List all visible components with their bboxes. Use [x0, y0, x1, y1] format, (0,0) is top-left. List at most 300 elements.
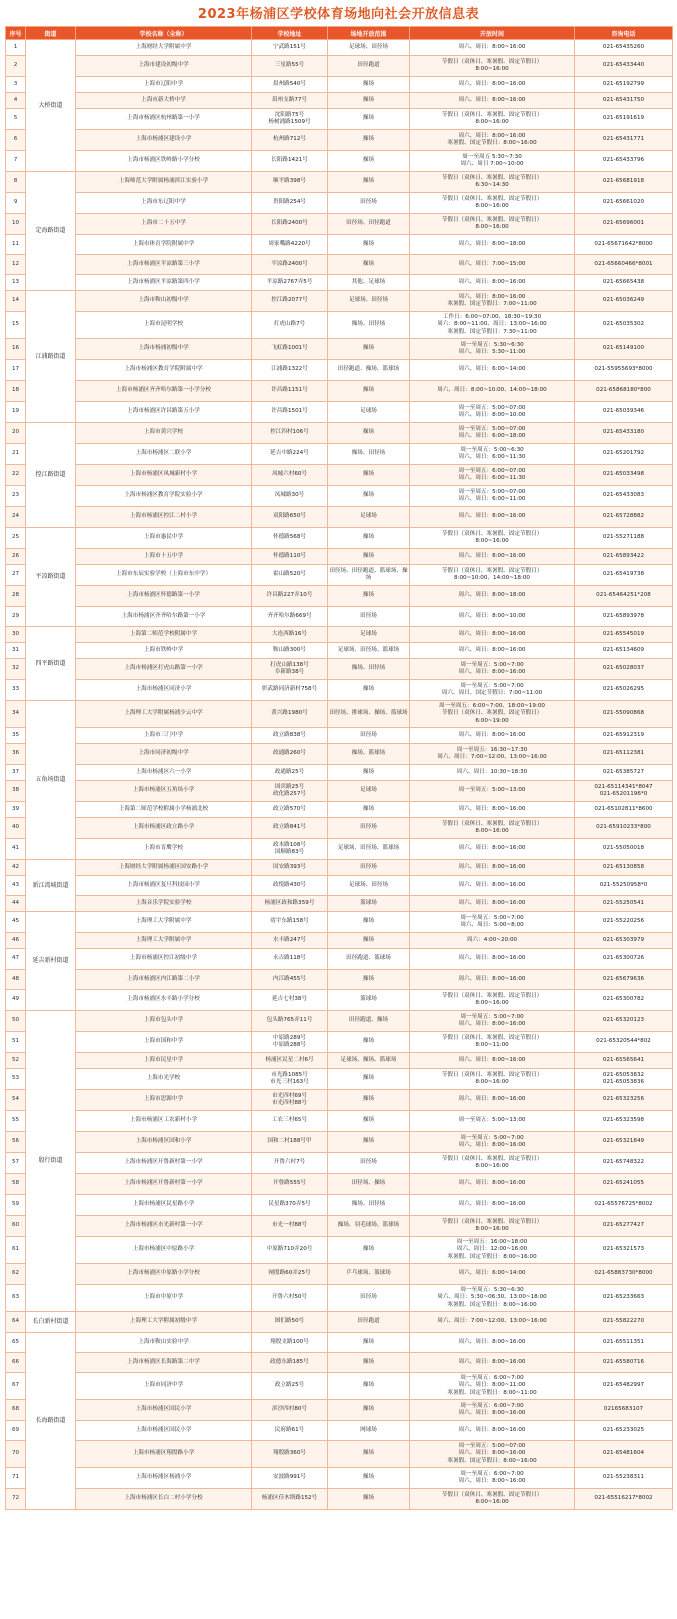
school-address-cell: 打虎山路138号 阜新路38号 — [252, 659, 328, 680]
phone-cell: 021-65053832 021-65053836 — [575, 1069, 673, 1090]
district-cell: 四平路街道 — [26, 627, 76, 701]
table-row — [6, 402, 673, 423]
row-number: 7 — [6, 151, 26, 172]
school-name-cell: 上海市东辰实验学校（上海市东中学） — [76, 565, 252, 586]
school-name-cell: 上海市杨浦区国和小学 — [76, 1132, 252, 1153]
school-name-cell: 上海市杨浦区民星路小学 — [76, 1195, 252, 1216]
table-row — [6, 1053, 673, 1069]
school-address-cell: 翔殷路360号 — [252, 1441, 328, 1468]
school-address-cell: 民府路61号 — [252, 1421, 328, 1441]
phone-cell: 021-65671642*8000 — [575, 235, 673, 255]
table-row — [6, 802, 673, 818]
opening-hours-cell: 周六、周日：8:00~16:00 — [410, 1421, 575, 1441]
table-row — [6, 701, 673, 728]
school-name-cell: 上海第二师范学校附属小学杨浦北校 — [76, 802, 252, 818]
school-name-cell: 上海市杨浦区许昌路第五小学 — [76, 402, 252, 423]
opening-hours-cell: 周六、周日：8:00~16:00 — [410, 728, 575, 744]
school-name-cell: 上海市杨浦区国民小学 — [76, 1421, 252, 1441]
venue-scope-cell: 操场 — [328, 486, 410, 507]
phone-cell: 021-65893422 — [575, 549, 673, 565]
opening-hours-cell: 周六、周日：8:00~16:00 — [410, 549, 575, 565]
table-row — [6, 565, 673, 586]
school-name-cell: 上海市杨浦区中原路小学分校 — [76, 1264, 252, 1285]
school-address-cell: 安波路991号 — [252, 1468, 328, 1489]
table-row — [6, 1353, 673, 1373]
phone-cell: 021-65039346 — [575, 402, 673, 423]
opening-hours-cell: 周一至周五：5:00~7:00 周六、周日：5:00~8:00 — [410, 912, 575, 933]
table-row — [6, 444, 673, 465]
table-row — [6, 933, 673, 949]
row-number: 18 — [6, 381, 26, 402]
school-address-cell: 民星路370弄5号 — [252, 1195, 328, 1216]
school-name-cell: 上海市民星中学 — [76, 1053, 252, 1069]
venue-scope-cell: 操场 — [328, 1069, 410, 1090]
row-number: 43 — [6, 876, 26, 896]
venue-scope-cell: 操场 — [328, 680, 410, 701]
school-address-cell: 长阳路2400号 — [252, 214, 328, 235]
school-name-cell: 上海市杨浦区齐齐哈尔路第一小学分校 — [76, 381, 252, 402]
row-number: 4 — [6, 93, 26, 109]
school-name-cell: 上海市十五中学 — [76, 549, 252, 565]
school-address-cell: 国安路393号 — [252, 860, 328, 876]
table-row — [6, 275, 673, 291]
table-row — [6, 627, 673, 643]
table-row — [6, 1032, 673, 1053]
opening-hours-cell: 周六、周日：8:00~16:00 — [410, 93, 575, 109]
school-name-cell: 上海市杨浦区建设小学 — [76, 130, 252, 151]
table-row — [6, 1174, 673, 1195]
venue-scope-cell: 操场、篮球场 — [328, 744, 410, 765]
opening-hours-cell: 周六、周日：8:00~16:00 — [410, 275, 575, 291]
opening-hours-cell: 周六、周日：8:00~16:00 — [410, 970, 575, 990]
school-address-cell: 水丰路247号 — [252, 933, 328, 949]
opening-hours-cell: 周六、周日：10:30~18:30 — [410, 765, 575, 781]
school-address-cell: 政立路841号 — [252, 818, 328, 839]
phone-cell: 021-65482997 — [575, 1373, 673, 1400]
school-address-cell: 政德东路185号 — [252, 1353, 328, 1373]
document — [5, 4, 672, 1510]
school-name-cell: 上海市辽阳中学 — [76, 77, 252, 93]
venue-scope-cell: 操场 — [328, 93, 410, 109]
venue-scope-cell: 乒乓球场、篮球场 — [328, 1264, 410, 1285]
row-number: 58 — [6, 1174, 26, 1195]
table-row — [6, 818, 673, 839]
school-address-cell: 杭州路712号 — [252, 130, 328, 151]
phone-cell: 021-65320544*802 — [575, 1032, 673, 1053]
table-row — [6, 949, 673, 970]
school-name-cell: 上海市杨浦区政立路小学 — [76, 818, 252, 839]
table-row — [6, 528, 673, 549]
table-row — [6, 1069, 673, 1090]
venue-scope-cell: 操场 — [328, 381, 410, 402]
venue-scope-cell: 操场 — [328, 933, 410, 949]
venue-scope-cell: 足球场、田径场 — [328, 291, 410, 312]
district-cell: 长白新村街道 — [26, 1312, 76, 1333]
phone-cell: 021-65433440 — [575, 56, 673, 77]
district-cell: 新江湾城街道 — [26, 860, 76, 912]
table-row — [6, 1333, 673, 1353]
table-body — [6, 40, 673, 1510]
school-name-cell: 上海市铁岭中学 — [76, 643, 252, 659]
venue-scope-cell: 操场 — [328, 151, 410, 172]
row-number: 39 — [6, 802, 26, 818]
row-number: 41 — [6, 839, 26, 860]
row-number: 33 — [6, 680, 26, 701]
opening-hours-cell: 节假日（双休日、寒暑假、固定节假日） 8:00~16:00 — [410, 214, 575, 235]
venue-scope-cell: 足球场、操场、篮球场 — [328, 1053, 410, 1069]
opening-hours-cell: 周一至周五：5:00~7:00 周六、周日、国定节假日：7:00~11:00 — [410, 680, 575, 701]
row-number: 53 — [6, 1069, 26, 1090]
venue-scope-cell: 田径场 — [328, 1153, 410, 1174]
phone-cell: 021-65660466*8001 — [575, 255, 673, 275]
opening-hours-cell: 周六、周日：8:00~16:00 — [410, 949, 575, 970]
header-row — [6, 27, 673, 40]
school-name-cell: 上海市杨浦区中原路小学 — [76, 1237, 252, 1264]
table-row — [6, 643, 673, 659]
school-address-cell: 许昌路227弄10号 — [252, 586, 328, 607]
opening-hours-cell: 工作日：6:00~07:00、18:30~19:30 周六：8:00~11:00、周日：13:00~16:00 寒暑假、国定节假日：7:30~11:00 — [410, 312, 575, 339]
phone-cell: 021-65303979 — [575, 933, 673, 949]
column-header: 开放时间 — [410, 27, 575, 40]
school-name-cell: 上海市杨浦区水丰路小学分校 — [76, 990, 252, 1011]
phone-cell: 021-55050018 — [575, 839, 673, 860]
row-number: 49 — [6, 990, 26, 1011]
column-header: 学校地址 — [252, 27, 328, 40]
school-name-cell: 上海市二十五中学 — [76, 214, 252, 235]
phone-cell: 021-65321573 — [575, 1237, 673, 1264]
school-name-cell: 上海市黄兴学校 — [76, 423, 252, 444]
school-name-cell: 上海财经大学附属中学 — [76, 40, 252, 56]
venue-scope-cell: 操场 — [328, 802, 410, 818]
row-number: 20 — [6, 423, 26, 444]
school-name-cell: 上海市杨浦区长白二村小学分校 — [76, 1489, 252, 1510]
venue-scope-cell: 操场 — [328, 1090, 410, 1111]
table-row — [6, 312, 673, 339]
school-name-cell: 上海市杨浦区怀德路第一小学 — [76, 586, 252, 607]
opening-hours-cell: 周六、周日：8:00~16:00 — [410, 627, 575, 643]
opening-hours-cell: 节假日（双休日、寒暑假、固定节假日） 6:30~14:30 — [410, 172, 575, 193]
venue-scope-cell: 足球场 — [328, 627, 410, 643]
school-address-cell: 翔殷支路100号 — [252, 1333, 328, 1353]
row-number: 16 — [6, 339, 26, 360]
school-address-cell: 控江路2077号 — [252, 291, 328, 312]
venue-scope-cell: 足球场 — [328, 781, 410, 802]
row-number: 3 — [6, 77, 26, 93]
table-row — [6, 291, 673, 312]
phone-cell: 021-65748322 — [575, 1153, 673, 1174]
opening-hours-cell: 周一至周五：6:00~07:00 周六、周日：6:00~11:30 — [410, 465, 575, 486]
school-address-cell: 平凉路2400号 — [252, 255, 328, 275]
row-number: 22 — [6, 465, 26, 486]
school-address-cell: 政立路570号 — [252, 802, 328, 818]
opening-hours-cell: 周一至周五：5:00~07:00 周六、周日：6:00~18:00 — [410, 423, 575, 444]
school-name-cell: 上海市杨浦区二联小学 — [76, 444, 252, 465]
school-address-cell: 开鲁六村50号 — [252, 1285, 328, 1312]
school-address-cell: 鞍山路300号 — [252, 643, 328, 659]
phone-cell: 021-65130858 — [575, 860, 673, 876]
district-cell: 殷行街道 — [26, 1011, 76, 1312]
opening-hours-cell: 周一至周五：5:00~7:00 周六、周日：8:00~16:00 — [410, 659, 575, 680]
venue-scope-cell: 足球场、田径场 — [328, 40, 410, 56]
opening-hours-cell: 节假日（双休日、寒暑假、固定节假日） 8:00~16:00 — [410, 1216, 575, 1237]
venue-scope-cell: 田径场 — [328, 728, 410, 744]
opening-hours-cell: 周六、周日：8:00~16:00 — [410, 802, 575, 818]
table-row — [6, 1090, 673, 1111]
opening-hours-cell: 周一至周五：6:00~7:00、18:00~19:00 节假日（双休日、寒暑假、固定节假日） 6:00~19:00 — [410, 701, 575, 728]
phone-cell: 021-65036249 — [575, 291, 673, 312]
phone-cell: 021-65233025 — [575, 1421, 673, 1441]
opening-hours-cell: 周一至周五：16:30~17:30 周六、周日：7:00~12:00、13:00~16:00 — [410, 744, 575, 765]
venue-scope-cell: 操场、羽毛球场、篮球场 — [328, 1216, 410, 1237]
row-number: 25 — [6, 528, 26, 549]
district-cell: 控江路街道 — [26, 423, 76, 528]
school-address-cell: 三星路55号 — [252, 56, 328, 77]
school-name-cell: 上海市杨浦区内江路第二小学 — [76, 970, 252, 990]
row-number: 40 — [6, 818, 26, 839]
opening-hours-cell: 周一至周五：5:00~07:00 周六、周日：8:00~10:00 — [410, 402, 575, 423]
row-number: 17 — [6, 360, 26, 381]
table-row — [6, 781, 673, 802]
opening-hours-cell: 节假日（双休日、寒暑假、固定节假日） 8:00~16:00 — [410, 818, 575, 839]
phone-cell: 021-65320123 — [575, 1011, 673, 1032]
opening-hours-cell: 周六、周日：8:00~10:00、14:00~18:00 — [410, 381, 575, 402]
school-name-cell: 上海市杨浦区工农新村小学 — [76, 1111, 252, 1132]
table-row — [6, 728, 673, 744]
opening-hours-cell: 周一至周五：5:00~7:00 周六、周日：8:00~16:00 — [410, 1011, 575, 1032]
table-row — [6, 423, 673, 444]
school-address-cell: 靖宇东路158号 — [252, 912, 328, 933]
table-row — [6, 77, 673, 93]
table-row — [6, 765, 673, 781]
school-name-cell: 上海市鞍山实验中学 — [76, 1333, 252, 1353]
row-number: 52 — [6, 1053, 26, 1069]
venue-scope-cell: 操场 — [328, 1111, 410, 1132]
table-row — [6, 912, 673, 933]
school-name-cell: 上海市杨浦区齐齐哈尔路第一小学 — [76, 607, 252, 627]
table-row — [6, 896, 673, 912]
phone-cell: 021-65431771 — [575, 130, 673, 151]
school-address-cell: 许昌路1151号 — [252, 381, 328, 402]
row-number: 44 — [6, 896, 26, 912]
row-number: 32 — [6, 659, 26, 680]
phone-cell: 021-65565641 — [575, 1053, 673, 1069]
venue-scope-cell: 操场 — [328, 528, 410, 549]
phone-cell: 021-65233663 — [575, 1285, 673, 1312]
venue-scope-cell: 田径场 — [328, 607, 410, 627]
row-number: 70 — [6, 1441, 26, 1468]
school-name-cell: 上海市杨浦区开鲁新村第一小学 — [76, 1153, 252, 1174]
opening-hours-cell: 周一至周五：5:30~6:30 周六、周日：5:30~11:00 — [410, 339, 575, 360]
school-address-cell: 平凉路2767弄5号 — [252, 275, 328, 291]
table-row — [6, 1285, 673, 1312]
venue-scope-cell: 操场、田径场 — [328, 1195, 410, 1216]
table-row — [6, 40, 673, 56]
opening-hours-cell: 周六、周日：8:00~16:00 — [410, 77, 575, 93]
row-number: 30 — [6, 627, 26, 643]
district-cell: 平凉路街道 — [26, 528, 76, 627]
school-name-cell: 上海市杨浦区杭州路第一小学 — [76, 109, 252, 130]
opening-hours-cell: 周一至周五：5:00~7:00 周六、周日：8:00~16:00 — [410, 1132, 575, 1153]
row-number: 15 — [6, 312, 26, 339]
school-address-cell: 怀德路110号 — [252, 549, 328, 565]
table-row — [6, 381, 673, 402]
school-address-cell: 长阳路1421号 — [252, 151, 328, 172]
table-row — [6, 1153, 673, 1174]
venue-scope-cell: 操场 — [328, 1373, 410, 1400]
row-number: 31 — [6, 643, 26, 659]
table-row — [6, 1132, 673, 1153]
row-number: 72 — [6, 1489, 26, 1510]
table-row — [6, 1237, 673, 1264]
venue-scope-cell: 操场 — [328, 1237, 410, 1264]
opening-hours-cell: 周六、周日：6:00~14:00 — [410, 1264, 575, 1285]
opening-hours-cell: 周六、周日：8:00~16:00 — [410, 40, 575, 56]
phone-cell: 021-65433083 — [575, 486, 673, 507]
row-number: 50 — [6, 1011, 26, 1032]
school-name-cell: 上海市昆明学校 — [76, 312, 252, 339]
school-name-cell: 上海市杨浦区开鲁新村第一小学 — [76, 1174, 252, 1195]
row-number: 65 — [6, 1333, 26, 1353]
school-name-cell: 上海理工大学附属中学 — [76, 912, 252, 933]
phone-cell: 021-65191619 — [575, 109, 673, 130]
school-address-cell: 贵阳路254号 — [252, 193, 328, 214]
row-number: 11 — [6, 235, 26, 255]
row-number: 24 — [6, 507, 26, 528]
school-name-cell: 上海市杨浦区平凉路第四小学 — [76, 275, 252, 291]
table-row — [6, 876, 673, 896]
venue-scope-cell: 网球场 — [328, 1421, 410, 1441]
opening-hours-cell: 周一至周五 5:30~7:30 周六、周日 7:00~10:00 — [410, 151, 575, 172]
school-name-cell: 上海市杨浦区平凉路第三小学 — [76, 255, 252, 275]
phone-cell: 021-65114341*8047 021-65201196*0 — [575, 781, 673, 802]
venue-scope-cell: 操场 — [328, 1353, 410, 1373]
venue-scope-cell: 田径场 — [328, 818, 410, 839]
school-address-cell: 双阳路650号 — [252, 507, 328, 528]
row-number: 48 — [6, 970, 26, 990]
row-number: 59 — [6, 1195, 26, 1216]
phone-cell: 021-55271188 — [575, 528, 673, 549]
row-number: 45 — [6, 912, 26, 933]
opening-hours-cell: 周一至周五：6:00~7:00 周六、周日：8:00~11:00 寒暑假、国定节假日：8:00~11:00 — [410, 1373, 575, 1400]
venue-scope-cell: 操场 — [328, 586, 410, 607]
venue-scope-cell: 操场 — [328, 1489, 410, 1510]
school-address-cell: 黄兴路1980号 — [252, 701, 328, 728]
phone-cell: 021-65134609 — [575, 643, 673, 659]
school-name-cell: 上海市杨浦区杨浦小学 — [76, 1468, 252, 1489]
opening-hours-cell: 周六、周日：8:00~16:00 — [410, 1195, 575, 1216]
phone-cell: 021-65323598 — [575, 1111, 673, 1132]
opening-hours-cell: 节假日（双休日、寒暑假、固定节假日） 8:00~16:00 — [410, 1069, 575, 1090]
phone-cell: 021-65883730*8000 — [575, 1264, 673, 1285]
row-number: 71 — [6, 1468, 26, 1489]
school-address-cell: 市光四村69号 市光四村88号 — [252, 1090, 328, 1111]
opening-hours-cell: 周六、周日：6:00~14:00 — [410, 360, 575, 381]
phone-cell: 021-65545019 — [575, 627, 673, 643]
venue-scope-cell: 足球场 — [328, 402, 410, 423]
venue-scope-cell: 操场 — [328, 423, 410, 444]
school-address-cell: 霍山路520号 — [252, 565, 328, 586]
school-address-cell: 凤城六村60号 — [252, 465, 328, 486]
table-row — [6, 56, 673, 77]
school-name-cell: 上海市同济初级中学 — [76, 744, 252, 765]
table-row — [6, 360, 673, 381]
opening-hours-cell: 周六、周日：8:00~16:00 — [410, 876, 575, 896]
venue-scope-cell: 操场 — [328, 465, 410, 486]
column-header: 学校名称（全称） — [76, 27, 252, 40]
venue-scope-cell: 田径跑道 — [328, 56, 410, 77]
venue-scope-cell: 田径跑道、篮球场 — [328, 949, 410, 970]
school-name-cell: 上海市惠民中学 — [76, 528, 252, 549]
school-address-cell: 滨沙四村80号 — [252, 1400, 328, 1421]
school-name-cell: 上海市思源中学 — [76, 1090, 252, 1111]
venue-scope-cell: 操场 — [328, 77, 410, 93]
table-row — [6, 109, 673, 130]
phone-cell: 021-65435260 — [575, 40, 673, 56]
table-row — [6, 1400, 673, 1421]
school-name-cell: 上海市杨浦区六一小学 — [76, 765, 252, 781]
district-cell: 江浦路街道 — [26, 291, 76, 423]
table-row — [6, 1216, 673, 1237]
opening-hours-cell: 周六、周日：8:00~16:00 — [410, 1174, 575, 1195]
opening-hours-cell: 周六、周日：8:00~16:00 — [410, 1353, 575, 1373]
table-row — [6, 255, 673, 275]
school-name-cell: 上海市杨浦初级中学 — [76, 339, 252, 360]
venue-scope-cell: 操场 — [328, 1032, 410, 1053]
venue-scope-cell: 操场 — [328, 765, 410, 781]
venue-scope-cell: 操场 — [328, 1468, 410, 1489]
venue-scope-cell: 篮球场 — [328, 896, 410, 912]
district-cell: 定海路街道 — [26, 172, 76, 291]
school-address-cell: 凤城路30号 — [252, 486, 328, 507]
row-number: 63 — [6, 1285, 26, 1312]
district-cell: 大桥街道 — [26, 40, 76, 172]
phone-cell: 021-65511351 — [575, 1333, 673, 1353]
school-address-cell: 政立路25号 — [252, 1373, 328, 1400]
table-row — [6, 1195, 673, 1216]
opening-hours-cell: 周一至周五：5:30~6:30 周六、周日：5:30~06:30、13:00~18:00 寒暑假、国定节假日：8:00~16:00 — [410, 1285, 575, 1312]
school-name-cell: 上海市体育学院附属中学 — [76, 235, 252, 255]
phone-cell: 021-65433180 — [575, 423, 673, 444]
venue-scope-cell: 篮球场 — [328, 990, 410, 1011]
table-row — [6, 1441, 673, 1468]
table-row — [6, 839, 673, 860]
venue-scope-cell: 足球场、田径场、篮球场 — [328, 839, 410, 860]
venue-scope-cell: 足球场、田径场、篮球场 — [328, 643, 410, 659]
school-name-cell: 上海师范大学附属杨浦滨江实验小学 — [76, 172, 252, 193]
row-number: 68 — [6, 1400, 26, 1421]
phone-cell: 021-65201792 — [575, 444, 673, 465]
phone-cell: 021-65300726 — [575, 949, 673, 970]
table-row — [6, 235, 673, 255]
phone-cell: 021-55822270 — [575, 1312, 673, 1333]
row-number: 55 — [6, 1111, 26, 1132]
opening-hours-cell: 周一至周五：5:00~13:00 — [410, 1111, 575, 1132]
venue-scope-cell: 操场 — [328, 339, 410, 360]
row-number: 36 — [6, 744, 26, 765]
page-title: 2023年杨浦区学校体育场地向社会开放信息表 — [197, 7, 480, 22]
school-name-cell: 上海市同济中学 — [76, 1373, 252, 1400]
venue-scope-cell: 足球场、田径场 — [328, 876, 410, 896]
opening-hours-cell: 周一至周五：5:00~6:30 周六、周日：6:00~11:30 — [410, 444, 575, 465]
phone-cell: 021-65419738 — [575, 565, 673, 586]
school-name-cell: 上海市杨浦区教育学院附属中学 — [76, 360, 252, 381]
row-number: 42 — [6, 860, 26, 876]
table-row — [6, 507, 673, 528]
school-address-cell: 工农三村65号 — [252, 1111, 328, 1132]
district-cell: 五角场街道 — [26, 701, 76, 860]
school-address-cell: 开鲁六村7号 — [252, 1153, 328, 1174]
venue-scope-cell: 操场 — [328, 109, 410, 130]
